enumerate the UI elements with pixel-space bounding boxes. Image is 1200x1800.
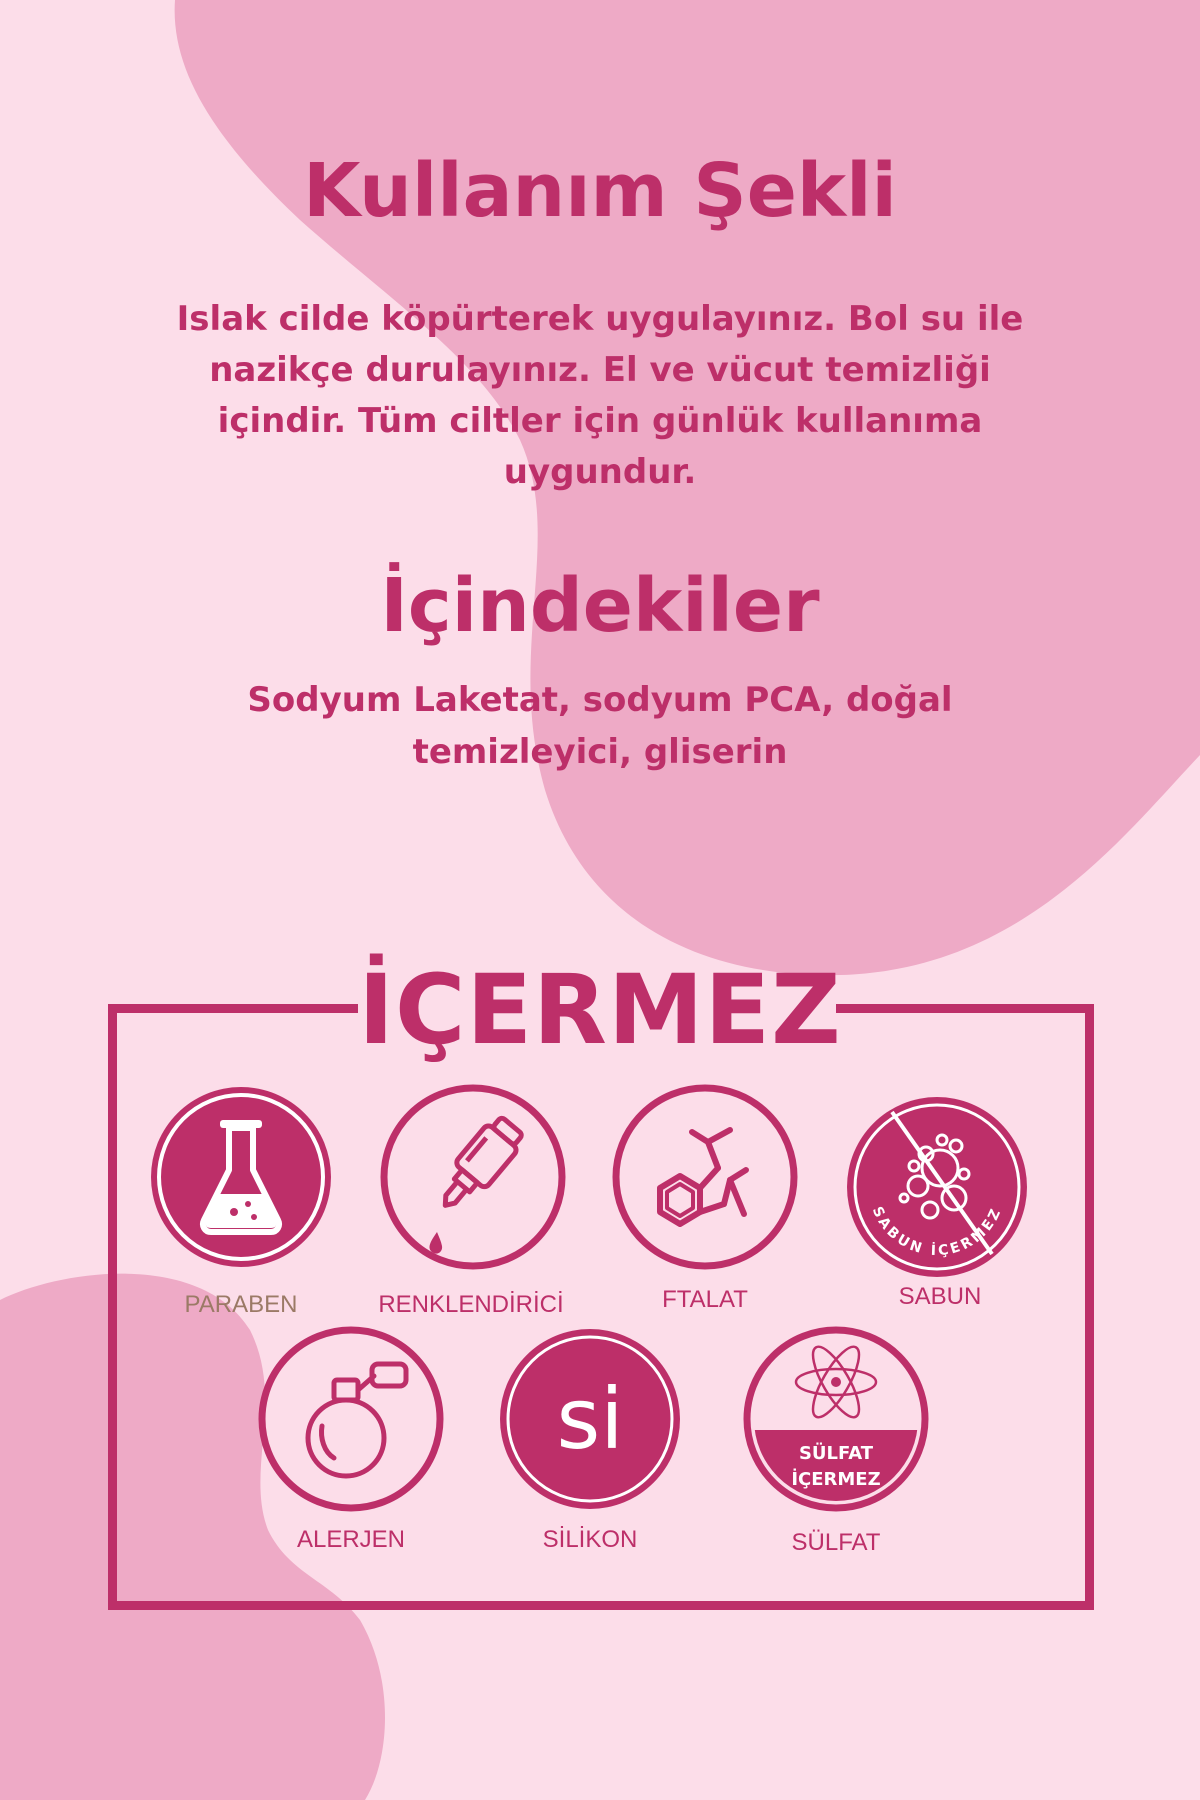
- sulfate-badge: [743, 1326, 929, 1512]
- label-colorant: RENKLENDİRİCİ: [378, 1291, 564, 1318]
- label-sulfate: SÜLFAT: [791, 1529, 881, 1556]
- flask-icon: [148, 1084, 334, 1270]
- soap-badge-text: SABUN İÇERMEZ: [868, 1204, 1006, 1260]
- frame-top-right: [836, 1004, 1094, 1013]
- label-allergen: ALERJEN: [296, 1526, 406, 1553]
- silicone-badge: [497, 1326, 683, 1512]
- usage-title: Kullanım Şekli: [303, 148, 897, 234]
- paraben-badge: [148, 1084, 334, 1270]
- colorant-badge: [380, 1084, 566, 1270]
- label-soap: SABUN: [898, 1283, 982, 1310]
- ingredients-title: İçindekiler: [380, 563, 820, 649]
- free-from-title: İÇERMEZ: [358, 954, 842, 1066]
- frame-bottom: [108, 1601, 1094, 1610]
- label-silicone: SİLİKON: [542, 1526, 638, 1553]
- soap-badge: [844, 1094, 1030, 1280]
- atom-icon: [743, 1326, 929, 1512]
- ingredients-text: Sodyum Laketat, sodyum PCA, doğal temizleyici, gliserin: [247, 680, 953, 772]
- sulfate-badge-text-line2: İÇERMEZ: [791, 1469, 881, 1490]
- usage-text: Islak cilde köpürterek uygulayınız. Bol su ile nazikçe durulayınız. El ve vücut temizliği içindir. Tüm ciltler için günlük kullanıma uygundur.: [176, 299, 1024, 492]
- phthalate-badge: [612, 1084, 798, 1270]
- label-phthalate: FTALAT: [662, 1286, 748, 1313]
- silicone-badge-text: si: [556, 1370, 624, 1468]
- label-paraben: PARABEN: [184, 1291, 298, 1318]
- frame-top-left: [108, 1004, 358, 1013]
- frame-right: [1085, 1004, 1094, 1610]
- perfume-bottle-icon: [258, 1326, 444, 1512]
- molecule-icon: [612, 1084, 798, 1270]
- soap-bubbles-icon: [844, 1094, 1030, 1280]
- allergen-badge: [258, 1326, 444, 1512]
- dropper-icon: [380, 1084, 566, 1270]
- sulfate-badge-text-line1: SÜLFAT: [798, 1443, 874, 1464]
- silicone-icon: [497, 1326, 683, 1512]
